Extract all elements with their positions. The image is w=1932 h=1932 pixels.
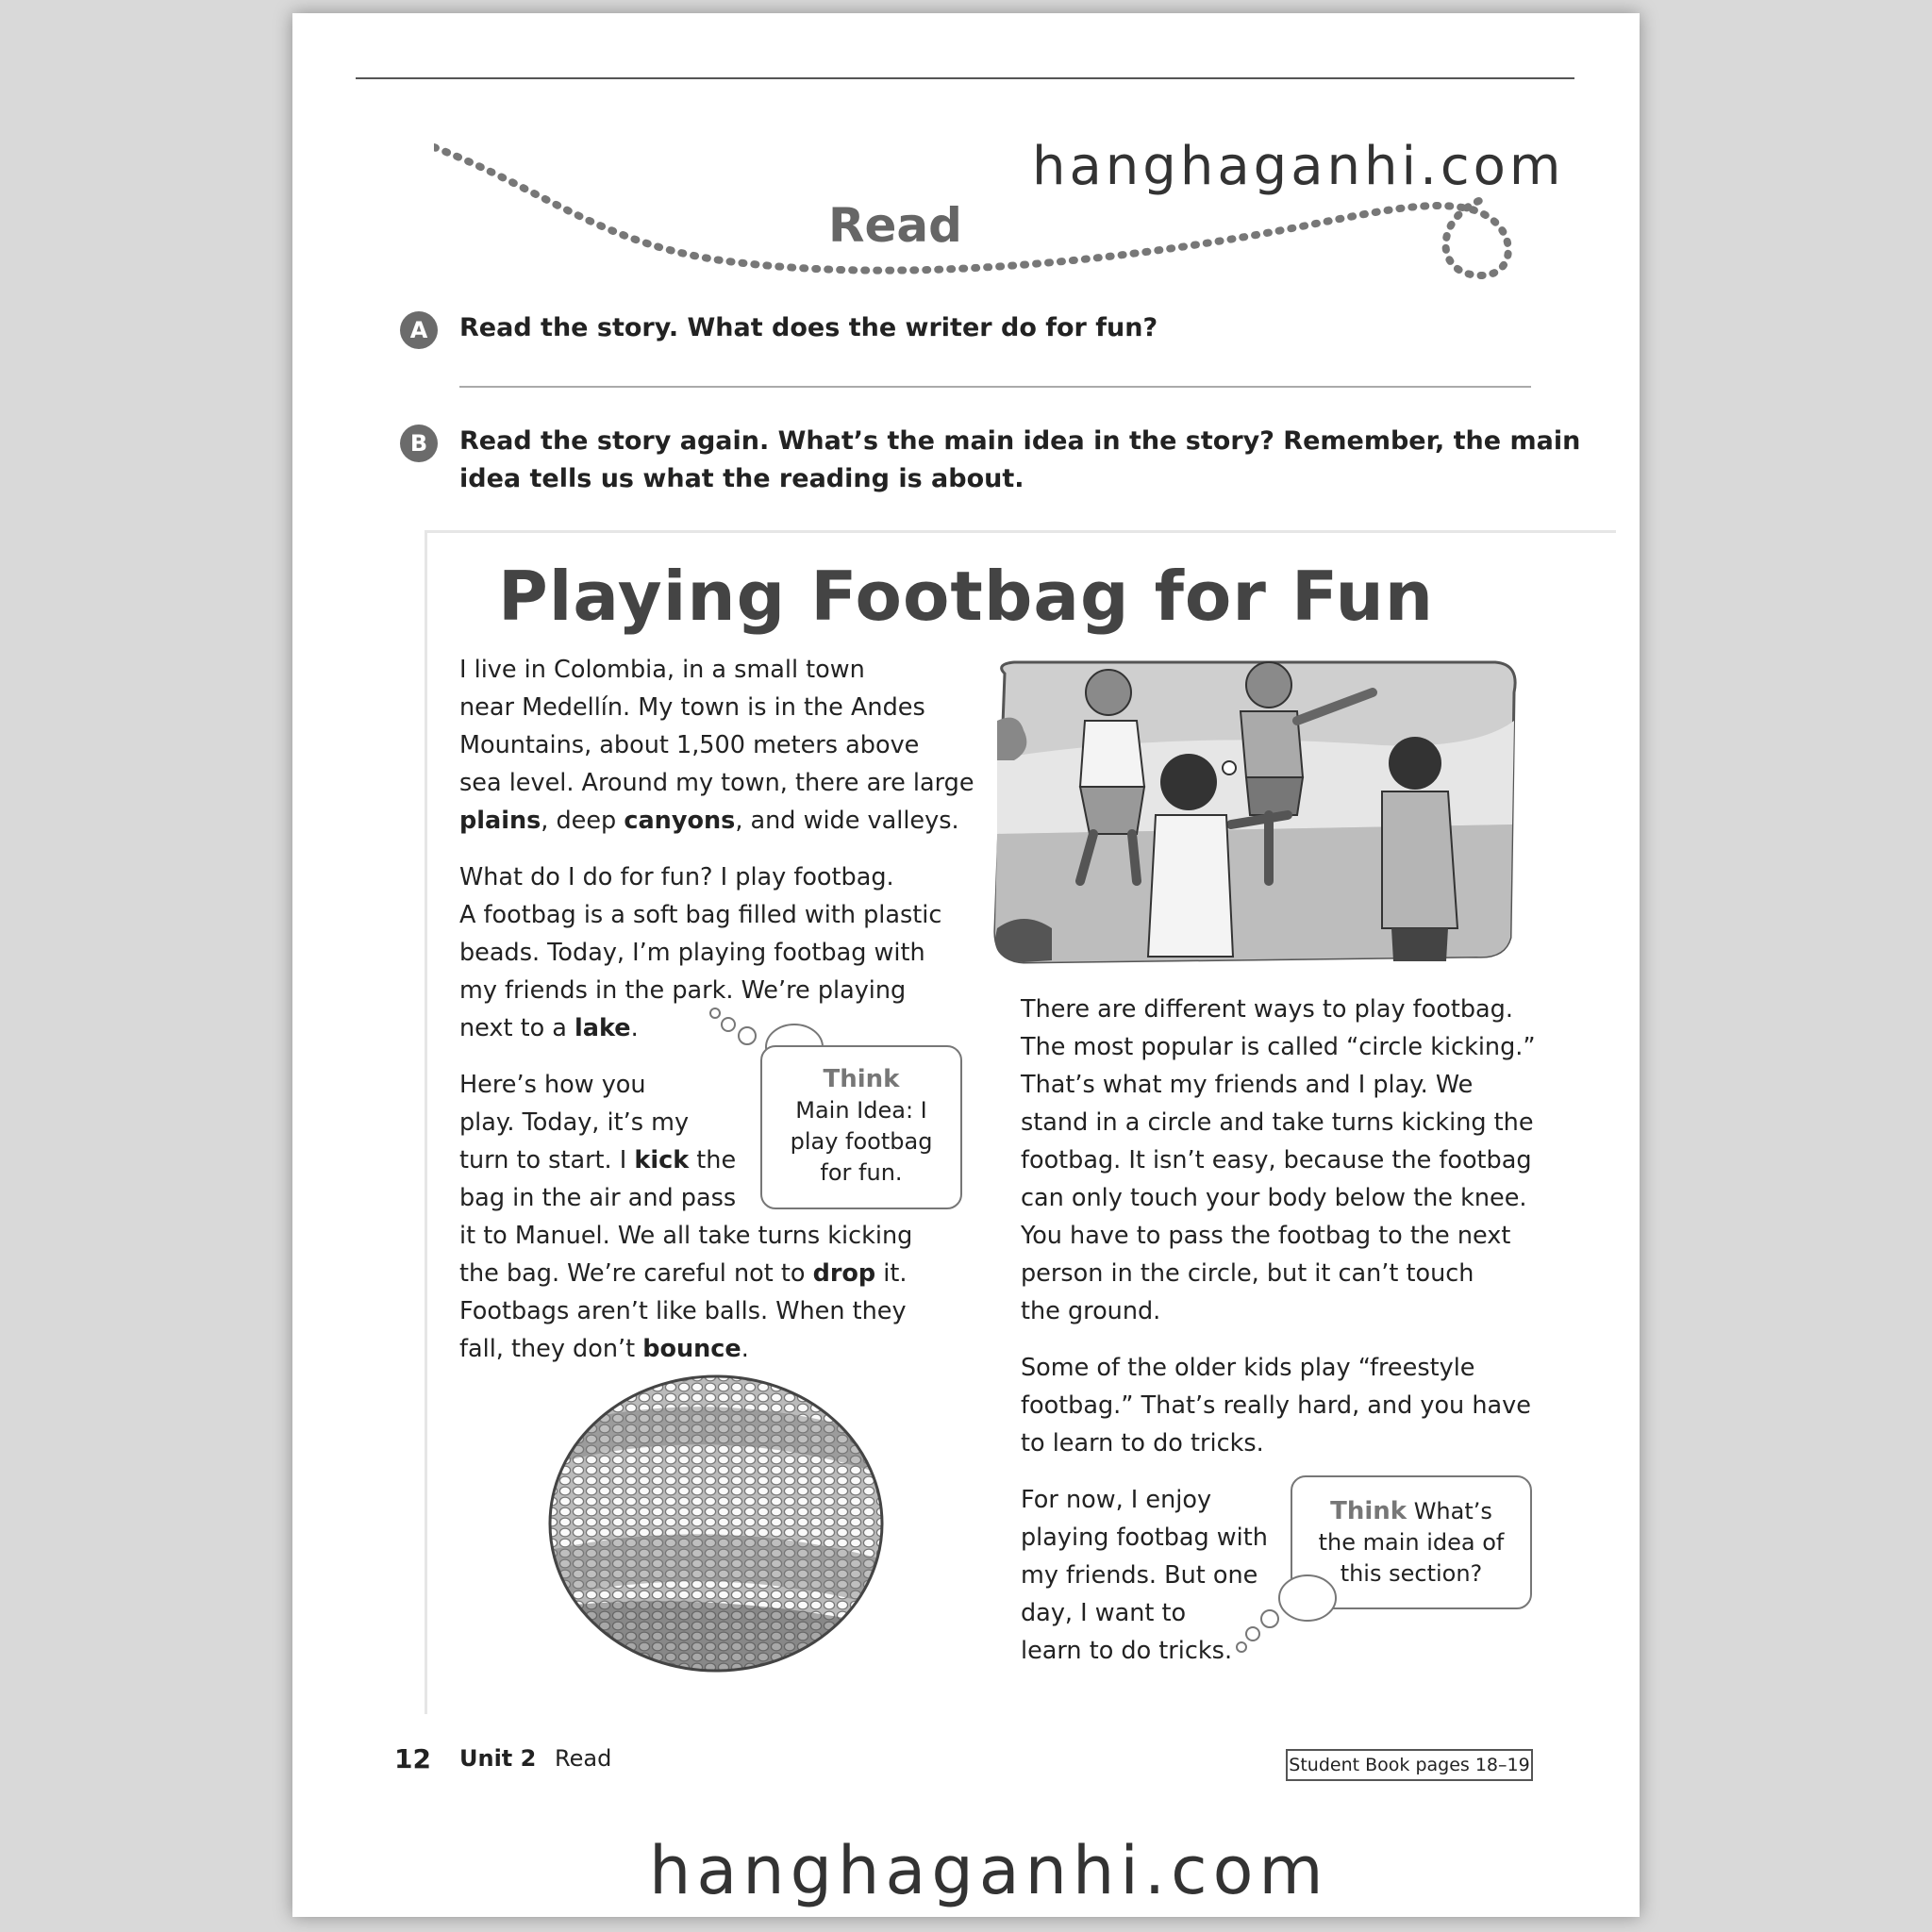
text-line	[459, 1330, 912, 1368]
question-b-line1: Read the story again. What’s the main idea in the story? Remember, the main	[459, 426, 1581, 456]
answer-line[interactable]	[459, 386, 1531, 388]
text-fragment: turn to start. I	[459, 1146, 635, 1174]
text-line: I live in Colombia, in a small town	[459, 656, 865, 684]
paragraph-6	[1021, 1481, 1268, 1670]
text-line: For now, I enjoy	[1021, 1486, 1212, 1514]
think-line	[1292, 1496, 1530, 1527]
think-line: play footbag	[790, 1128, 933, 1155]
text-line: sea level. Around my town, there are large	[459, 769, 974, 797]
question-a-badge: A	[400, 311, 438, 349]
think-text: What’s	[1407, 1498, 1492, 1524]
paragraph-5	[1021, 1349, 1531, 1462]
watermark-top: hanghaganhi.com	[1032, 136, 1565, 197]
text-line: You have to pass the footbag to the next	[1021, 1222, 1511, 1250]
text-fragment: it.	[875, 1259, 908, 1288]
text-line: my friends. But one	[1021, 1561, 1258, 1590]
text-fragment: next to a	[459, 1014, 575, 1042]
text-fragment: the	[689, 1146, 737, 1174]
think-line: Main Idea: I	[795, 1097, 927, 1124]
text-line: it to Manuel. We all take turns kicking	[459, 1222, 913, 1250]
text-line: learn to do tricks.	[1021, 1637, 1233, 1665]
text-line	[459, 802, 974, 840]
text-line: Here’s how you	[459, 1071, 646, 1099]
text-fragment: , and wide valleys.	[735, 807, 959, 835]
text-line: Mountains, about 1,500 meters above	[459, 731, 920, 759]
text-line: footbag.” That’s really hard, and you have	[1021, 1391, 1531, 1420]
vocab-word: lake	[575, 1014, 631, 1042]
vocab-word: canyons	[624, 807, 736, 835]
text-line: That’s what my friends and I play. We	[1021, 1071, 1474, 1099]
text-line: near Medellín. My town is in the Andes	[459, 693, 925, 722]
section-title: Read	[828, 198, 962, 253]
text-fragment: fall, they don’t	[459, 1335, 643, 1363]
vocab-word: kick	[634, 1146, 690, 1174]
thought-bubble-dots-icon	[1232, 1570, 1345, 1655]
question-b-badge: B	[400, 425, 438, 462]
think-line: for fun.	[820, 1159, 903, 1186]
text-line: Some of the older kids play “freestyle	[1021, 1354, 1475, 1382]
text-line: my friends in the park. We’re playing	[459, 976, 907, 1005]
text-line: The most popular is called “circle kicking.”	[1021, 1033, 1536, 1061]
paragraph-2	[459, 858, 941, 1047]
think-label: Think	[1330, 1497, 1407, 1525]
text-line: Footbags aren’t like balls. When they	[459, 1297, 907, 1325]
text-line: footbag. It isn’t easy, because the footbag	[1021, 1146, 1532, 1174]
text-line: the ground.	[1021, 1297, 1161, 1325]
vocab-word: bounce	[642, 1335, 741, 1363]
text-line: A footbag is a soft bag filled with plastic	[459, 901, 942, 929]
kids-playing-footbag-illustration	[986, 655, 1522, 966]
page-number: 12	[394, 1743, 431, 1774]
text-line	[459, 1009, 941, 1047]
text-line: can only touch your body below the knee.	[1021, 1184, 1527, 1212]
workbook-page	[292, 13, 1640, 1917]
text-line: beads. Today, I’m playing footbag with	[459, 939, 925, 967]
text-line	[459, 1255, 912, 1292]
text-line: playing footbag with	[1021, 1524, 1268, 1552]
vocab-word: drop	[812, 1259, 876, 1288]
text-line: What do I do for fun? I play footbag.	[459, 863, 894, 891]
text-line: day, I want to	[1021, 1599, 1187, 1627]
footer-section: Read	[555, 1745, 612, 1772]
text-fragment: , deep	[541, 807, 625, 835]
top-rule	[356, 77, 1574, 79]
text-line: person in the circle, but it can’t touch	[1021, 1259, 1474, 1288]
think-box-main-idea	[760, 1045, 962, 1209]
text-line: play. Today, it’s my	[459, 1108, 690, 1137]
footer-unit: Unit 2	[459, 1745, 537, 1772]
think-line: this section?	[1340, 1560, 1483, 1587]
text-line: to learn to do tricks.	[1021, 1429, 1264, 1457]
paragraph-1	[459, 651, 974, 840]
text-fragment: .	[741, 1335, 749, 1363]
question-a-text: Read the story. What does the writer do for fun?	[459, 313, 1158, 342]
text-fragment: the bag. We’re careful not to	[459, 1259, 813, 1288]
watermark-bottom: hanghaganhi.com	[649, 1832, 1329, 1909]
question-b-line2: idea tells us what the reading is about.	[459, 464, 1024, 493]
text-line: bag in the air and pass	[459, 1184, 737, 1212]
footbag-ball-illustration	[545, 1372, 887, 1675]
text-fragment: .	[630, 1014, 639, 1042]
text-line: There are different ways to play footbag.	[1021, 995, 1513, 1024]
text-line: stand in a circle and take turns kicking the	[1021, 1108, 1534, 1137]
paragraph-4	[1021, 991, 1536, 1330]
think-label: Think	[823, 1065, 900, 1093]
think-line: the main idea of	[1318, 1529, 1505, 1556]
vocab-word: plains	[459, 807, 541, 835]
story-title: Playing Footbag for Fun	[497, 557, 1435, 636]
student-book-reference: Student Book pages 18–19	[1286, 1749, 1533, 1781]
